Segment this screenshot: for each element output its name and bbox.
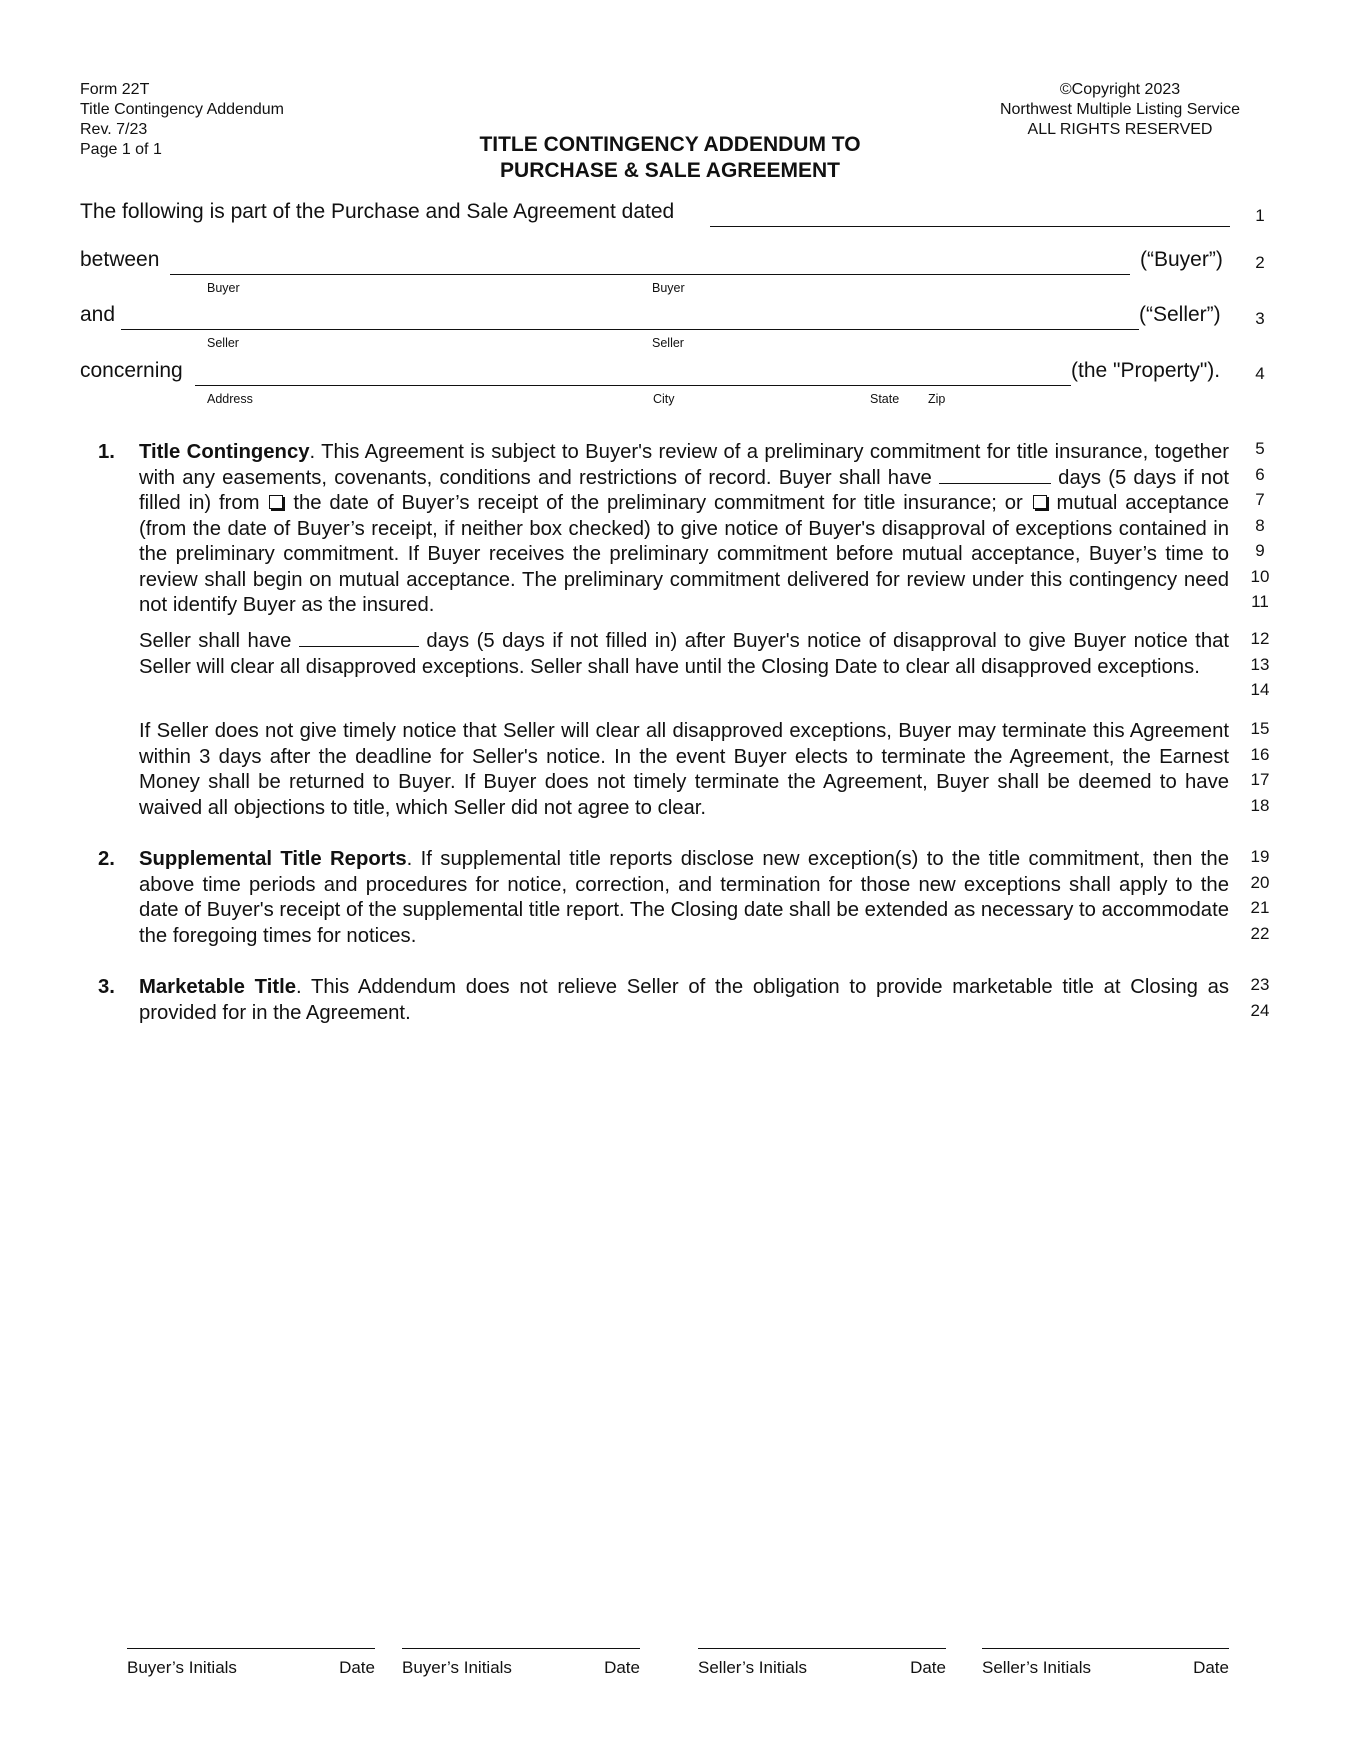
city-sub-label: City — [653, 392, 675, 406]
form-info — [80, 80, 284, 160]
buyer-review-days-field[interactable] — [939, 467, 1051, 484]
zip-sub-label: Zip — [928, 392, 946, 406]
buyer-initials-line[interactable] — [402, 1648, 640, 1649]
rights: ALL RIGHTS RESERVED — [1027, 121, 1213, 138]
section-3-paragraph: Marketable Title. This Addendum does not relieve Seller of the obligation to provide marketable title at Closing as provided for in the Agreement. — [139, 976, 1230, 1024]
title-line-1: TITLE CONTINGENCY ADDENDUM TO — [479, 133, 861, 156]
line-numbers-15-18: 15 16 17 18 — [1250, 719, 1270, 815]
buyer-sub-label: Buyer — [207, 281, 240, 295]
line-numbers-19-22: 19 20 21 22 — [1250, 847, 1270, 943]
checkbox-mutual-acceptance[interactable] — [1033, 495, 1047, 509]
concerning-label: concerning — [80, 359, 183, 382]
seller-names-field[interactable] — [121, 329, 1139, 330]
section-number: 1. — [98, 441, 115, 463]
and-label: and — [80, 303, 116, 326]
copyright: ©Copyright 2023 — [1059, 81, 1181, 98]
title-line-2: PURCHASE & SALE AGREEMENT — [500, 159, 840, 182]
checkbox-receipt-date[interactable] — [269, 495, 283, 509]
buyer-initials-block[interactable] — [402, 1648, 640, 1688]
initials-label: Buyer’s Initials — [402, 1658, 512, 1677]
seller-response-days-field[interactable] — [299, 630, 419, 647]
form-name: Title Contingency Addendum — [80, 101, 284, 118]
section-title: Title Contingency — [139, 441, 310, 463]
initials-label: Seller’s Initials — [698, 1658, 807, 1677]
line-number: 2 — [1255, 253, 1265, 272]
seller-suffix: (“Seller”) — [1139, 303, 1221, 326]
seller-initials-line[interactable] — [698, 1648, 946, 1649]
line-number: 1 — [1255, 206, 1265, 225]
state-sub-label: State — [870, 392, 900, 406]
date-label: Date — [1193, 1658, 1229, 1677]
document-title — [400, 132, 940, 184]
buyer-line — [80, 248, 1230, 295]
buyer-initials-line[interactable] — [127, 1648, 375, 1649]
address-sub-label: Address — [207, 392, 253, 406]
line-number: 3 — [1255, 309, 1265, 328]
agreement-date-field[interactable] — [710, 226, 1230, 227]
section-1-paragraph-3: If Seller does not give timely notice that Seller will clear all disapproved exceptions, Buyer may terminate this Agreement within 3 days after the deadline for Seller's notice. In the event Buyer elects to terminate the Agreement, the Earnest Money shall be returned to Buyer. If Buyer does not timely terminate the Agreement, Buyer shall be deemed to have waived all objections to title, which Seller did not agree to clear. — [139, 720, 1229, 819]
property-line — [80, 359, 1230, 406]
initials-label: Seller’s Initials — [982, 1658, 1091, 1677]
publisher: Northwest Multiple Listing Service — [999, 101, 1241, 118]
agreement-date-line — [80, 200, 1230, 230]
date-label: Date — [910, 1658, 946, 1677]
between-label: between — [80, 248, 160, 271]
section-1-paragraph-1: Title Contingency. This Agreement is subject to Buyer's review of a preliminary commitment for title insurance, together with any easements, covenants, conditions and restrictions of record. Buyer shall have days (5 days if not filled in) from the date of Buyer’s receipt of the preliminary commitment for title insurance; or mutual acceptance (from the date of Buyer’s receipt, if neither box checked) to give notice of Buyer's disapproval of exceptions contained in the preliminary commitment. If Buyer receives the preliminary commitment before mutual acceptance, Buyer’s time to review shall begin on mutual acceptance. The preliminary commitment delivered for review under this contingency need not identify Buyer as the insured. — [139, 441, 1229, 616]
buyer-names-field[interactable] — [170, 274, 1130, 275]
property-address-field[interactable] — [195, 385, 1071, 386]
date-label: Date — [604, 1658, 640, 1677]
seller-sub-label: Seller — [207, 336, 239, 350]
page-indicator: Page 1 of 1 — [80, 141, 162, 158]
property-suffix: (the "Property"). — [1071, 359, 1221, 382]
buyer-initials-block[interactable] — [127, 1648, 375, 1688]
seller-initials-block[interactable] — [698, 1648, 946, 1688]
line-numbers-12-14: 12 13 14 — [1250, 629, 1270, 699]
line-numbers-23-24: 23 24 — [1250, 975, 1270, 1020]
buyer-suffix: (“Buyer”) — [1140, 248, 1223, 271]
section-number: 2. — [98, 848, 115, 870]
line-number: 4 — [1255, 364, 1265, 383]
form-revision: Rev. 7/23 — [80, 121, 148, 138]
seller-line — [80, 303, 1230, 350]
section-1-paragraph-2: Seller shall have days (5 days if not filled in) after Buyer's notice of disapproval to give Buyer notice that Seller will clear all disapproved exceptions. Seller shall have until the Closing Date to clear all disapproved exceptions. — [139, 630, 1230, 678]
section-2-paragraph: Supplemental Title Reports. If supplemental title reports disclose new exception(s) to the title commitment, then the above time periods and procedures for notice, correction, and termination for those new exceptions shall apply to the date of Buyer's receipt of the supplemental title report. The Closing date shall be extended as necessary to accommodate the foregoing times for notices. — [139, 848, 1229, 947]
seller-initials-block[interactable] — [982, 1648, 1229, 1688]
initials-label: Buyer’s Initials — [127, 1658, 237, 1677]
date-label: Date — [339, 1658, 375, 1677]
form-number: Form 22T — [80, 81, 150, 98]
section-title: Marketable Title — [139, 976, 297, 998]
seller-initials-line[interactable] — [982, 1648, 1229, 1649]
section-title: Supplemental Title Reports — [139, 848, 407, 870]
line-numbers-5-11: 5 6 7 8 9 10 11 — [1250, 439, 1270, 611]
seller-sub-label: Seller — [652, 336, 684, 350]
section-number: 3. — [98, 976, 115, 998]
agreement-date-label: The following is part of the Purchase and Sale Agreement dated — [80, 200, 675, 223]
copyright-block — [980, 80, 1260, 140]
buyer-sub-label: Buyer — [652, 281, 685, 295]
